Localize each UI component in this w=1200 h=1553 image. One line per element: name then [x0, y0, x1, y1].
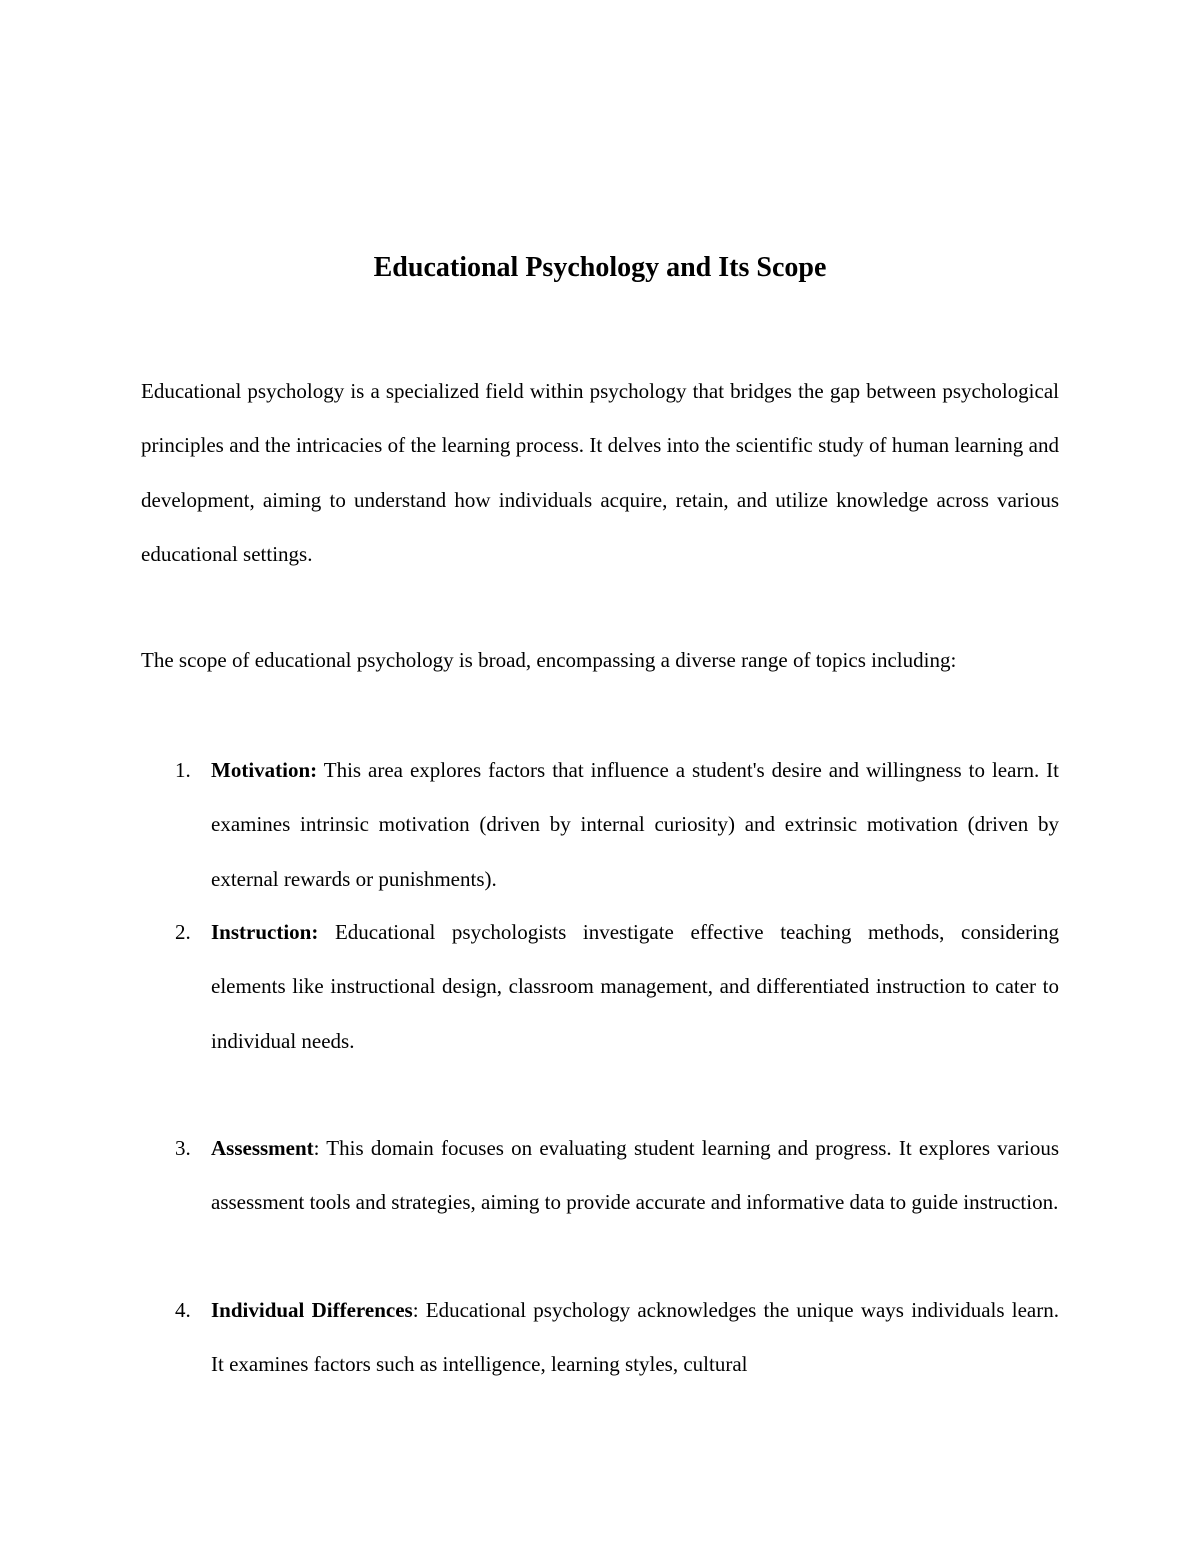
- list-item-instruction: [141, 905, 1059, 1068]
- list-item-term: Instruction:: [211, 920, 319, 944]
- list-item-individual-differences: [141, 1283, 1059, 1392]
- intro-paragraph: Educational psychology is a specialized field within psychology that bridges the gap between psychological principles and the intricacies of the learning process. It delves into the scientific study of human learning and development, aiming to understand how individuals acquire, retain, and utilize knowledge across various educational settings.: [141, 379, 1059, 566]
- document-title: Educational Psychology and Its Scope: [373, 252, 827, 283]
- list-item-text: Educational psychologists investigate effective teaching methods, considering elements like instructional design, classroom management, and differentiated instruction to cater to individual needs.: [211, 920, 1059, 1053]
- list-number: 4.: [175, 1298, 191, 1322]
- list-item-body: [211, 905, 1059, 1068]
- list-item-text: : Educational psychology acknowledges the unique ways individuals learn. It examines factors such as intelligence, learning styles, cultural: [211, 1298, 1059, 1377]
- list-item-body: [211, 743, 1059, 906]
- list-item-motivation: [141, 743, 1059, 906]
- list-number: 3.: [175, 1136, 191, 1160]
- list-item-text: This area explores factors that influence a student's desire and willingness to learn. It examines intrinsic motivation (driven by internal curiosity) and extrinsic motivation (driven by external rewards or punishments).: [211, 758, 1059, 891]
- scope-paragraph: The scope of educational psychology is broad, encompassing a diverse range of topics including:: [141, 648, 957, 672]
- list-item-body: [211, 1121, 1059, 1230]
- list-item-term: Individual Differences: [211, 1298, 413, 1322]
- list-number: 1.: [175, 758, 191, 782]
- list-item-assessment: [141, 1121, 1059, 1230]
- list-number: 2.: [175, 920, 191, 944]
- list-item-body: [211, 1283, 1059, 1392]
- list-item-term: Motivation:: [211, 758, 318, 782]
- list-item-text: : This domain focuses on evaluating student learning and progress. It explores various assessment tools and strategies, aiming to provide accurate and informative data to guide instruction.: [211, 1136, 1059, 1215]
- list-item-term: Assessment: [211, 1136, 314, 1160]
